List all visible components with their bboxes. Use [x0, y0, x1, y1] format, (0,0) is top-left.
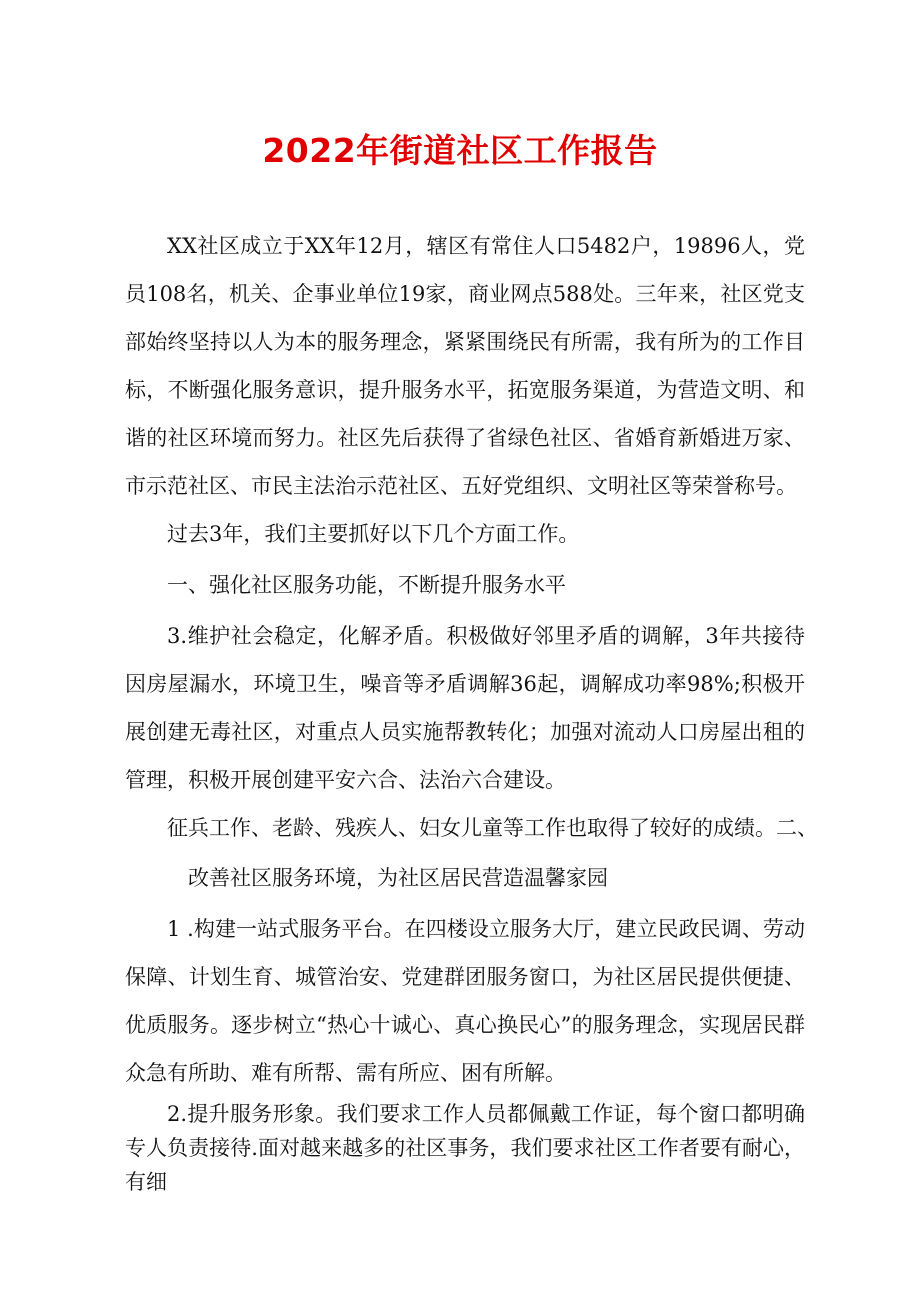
paragraph-service-image: 2.提升服务形象。我们要求工作人员都佩戴工作证，每个窗口都明确专人负责接待.面对越来越多的社区事务，我们要求社区工作者要有耐心，有细: [125, 1102, 805, 1194]
paragraph-stability: 3.维护社会稳定，化解矛盾。积极做好邻里矛盾的调解，3年共接待因房屋漏水，环境卫生，噪音等矛盾调解36起，调解成功率98%;积极开展创建无毒社区，对重点人员实施帮教转化；加强对流动人口房屋出租的管理，积极开展创建平安六合、法治六合建设。: [125, 624, 805, 792]
section-heading-one: 一、强化社区服务功能，不断提升服务水平: [167, 573, 566, 597]
paragraph-other-work: 征兵工作、老龄、残疾人、妇女儿童等工作也取得了较好的成绩。二、: [167, 816, 818, 840]
paragraph-service-platform: 1 .构建一站式服务平台。在四楼设立服务大厅，建立民政民调、劳动保障、计划生育、城管治安、党建群团服务窗口，为社区居民提供便捷、优质服务。逐步树立“热心十诚心、真心换民心”的服务理念，实现居民群众急有所助、难有所帮、需有所应、困有所解。: [125, 917, 805, 1085]
paragraph-overview: 过去3年，我们主要抓好以下几个方面工作。: [167, 522, 580, 546]
section-heading-two: 改善社区服务环境，为社区居民营造温馨家园: [188, 866, 608, 890]
document-title: 2022年街道社区工作报告: [262, 131, 658, 170]
paragraph-intro: XX社区成立于XX年12月，辖区有常住人口5482户，19896人，党员108名，机关、企事业单位19家，商业网点588处。三年来，社区党支部始终坚持以人为本的服务理念，紧紧围绕民有所需，我有所为的工作目标，不断强化服务意识，提升服务水平，拓宽服务渠道，为营造文明、和谐的社区环境而努力。社区先后获得了省绿色社区、省婚育新婚进万家、市示范社区、市民主法治示范社区、五好党组织、文明社区等荣誉称号。: [125, 234, 805, 498]
